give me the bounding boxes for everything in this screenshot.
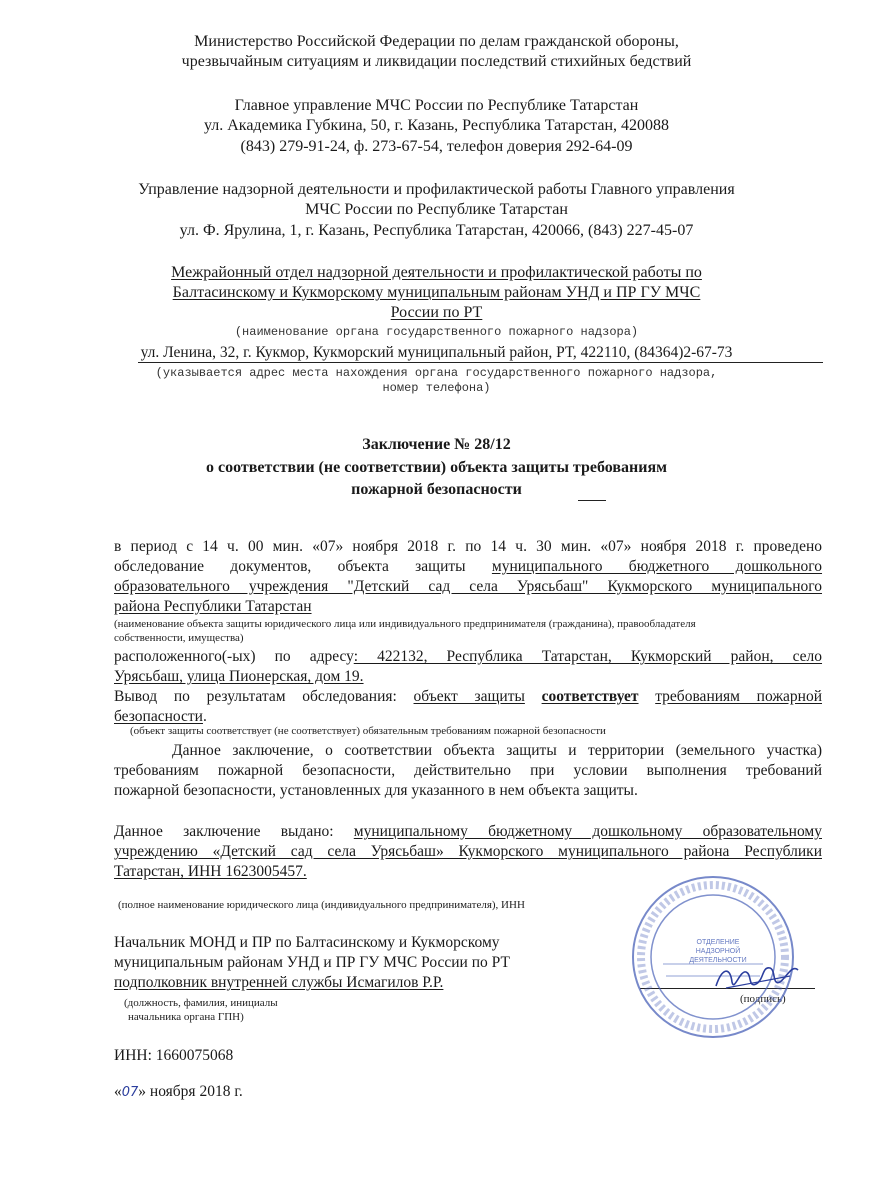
- inn-number: ИНН: 1660075068: [114, 1047, 234, 1064]
- validity-line-2: требованиям пожарной безопасности, действительно при условии выполнения требований: [114, 762, 822, 779]
- signer-caption-2: начальника органа ГПН): [128, 1011, 244, 1023]
- signer-caption-1: (должность, фамилия, инициалы: [124, 997, 278, 1009]
- document-date: «07» ноября 2018 г.: [114, 1083, 243, 1100]
- conclusion-title: Заключение № 28/12: [362, 436, 511, 453]
- gu-address: ул. Академика Губкина, 50, г. Казань, Республика Татарстан, 420088: [203, 117, 670, 134]
- conclusion-subtitle-2: пожарной безопасности: [351, 481, 522, 498]
- location-line-1: расположенного(-ых) по адресу: 422132, Республика Татарстан, Кукморский район, село: [114, 648, 823, 665]
- location-line-2: Урясьбаш, улица Пионерская, дом 19.: [114, 668, 364, 685]
- conclusion-line-2: безопасности.: [114, 708, 207, 725]
- mond-name-line-1: Межрайонный отдел надзорной деятельности и профилактической работы по: [171, 264, 702, 281]
- period-line: в период с 14 ч. 00 мин. «07» ноября 2018 г. по 14 ч. 30 мин. «07» ноября 2018 г. проведено: [114, 538, 822, 555]
- object-caption-2: собственности, имущества): [114, 632, 244, 644]
- handwritten-day: 07: [121, 1085, 139, 1100]
- gu-name: Главное управление МЧС России по Республике Татарстан: [234, 97, 639, 114]
- validity-line-3: пожарной безопасности, установленных для указанного в нем объекта защиты.: [114, 782, 638, 799]
- signer-name: подполковник внутренней службы Исмагилов Р.Р.: [114, 974, 444, 991]
- object-line-2: образовательного учреждения "Детский сад села Урясьбаш" Кукморского муниципального: [114, 578, 822, 595]
- object-line-1: обследование документов, объекта защиты муниципального бюджетного дошкольного: [114, 558, 823, 575]
- signature-caption: (подпись): [740, 993, 786, 1005]
- address-caption-1: (указывается адрес места нахождения органа государственного пожарного надзора,: [155, 366, 718, 380]
- signature-scribble: [712, 958, 802, 998]
- und-name-line-1: Управление надзорной деятельности и профилактической работы Главного управления: [138, 181, 735, 198]
- issued-caption: (полное наименование юридического лица (индивидуального предпринимателя), ИНН: [118, 899, 525, 911]
- address-underline: [138, 362, 823, 363]
- issued-line-1: Данное заключение выдано: муниципальному бюджетному дошкольному образовательному: [114, 823, 822, 840]
- und-address: ул. Ф. Ярулина, 1, г. Казань, Республика Татарстан, 420066, (843) 227-45-07: [179, 222, 694, 239]
- gu-phones: (843) 279-91-24, ф. 273-67-54, телефон доверия 292-64-09: [240, 138, 633, 155]
- conclusion-line-1: Вывод по результатам обследования: объект защиты соответствует требованиям пожарной: [114, 688, 822, 705]
- conclusion-subtitle-1: о соответствии (не соответствии) объекта защиты требованиям: [205, 459, 668, 476]
- conclusion-caption: (объект защиты соответствует (не соответствует) обязательным требованиям пожарной безопасности: [130, 725, 606, 737]
- mond-name-line-3: России по РТ: [390, 304, 483, 321]
- object-line-3: района Республики Татарстан: [114, 598, 312, 615]
- validity-line-1: Данное заключение, о соответствии объекта защиты и территории (земельного участка): [172, 742, 822, 759]
- issued-line-2: учреждению «Детский сад села Урясьбаш» Кукморского муниципального района Республики: [114, 843, 822, 860]
- stamp-text: ОТДЕЛЕНИЕ НАДЗОРНОЙ ДЕЯТЕЛЬНОСТИ: [689, 939, 747, 964]
- mond-address: ул. Ленина, 32, г. Кукмор, Кукморский муниципальный район, РТ, 422110, (84364)2-67-73: [140, 344, 733, 361]
- issued-line-3: Татарстан, ИНН 1623005457.: [114, 863, 307, 880]
- title-dash: [578, 500, 606, 501]
- mond-caption: (наименование органа государственного пожарного надзора): [234, 325, 639, 339]
- ministry-line-1: Министерство Российской Федерации по делам гражданской обороны,: [194, 33, 679, 50]
- address-caption-2: номер телефона): [382, 381, 491, 395]
- ministry-line-2: чрезвычайным ситуациям и ликвидации последствий стихийных бедствий: [181, 53, 692, 70]
- mond-name-line-2: Балтасинскому и Кукморскому муниципальным районам УНД и ПР ГУ МЧС: [172, 284, 701, 301]
- object-caption-1: (наименование объекта защиты юридического лица или индивидуального предпринимателя (гражданина), правообладателя: [114, 618, 696, 630]
- signer-position-1: Начальник МОНД и ПР по Балтасинскому и Кукморскому: [114, 934, 500, 951]
- signer-position-2: муниципальным районам УНД и ПР ГУ МЧС России по РТ: [114, 954, 510, 971]
- und-name-line-2: МЧС России по Республике Татарстан: [305, 201, 568, 218]
